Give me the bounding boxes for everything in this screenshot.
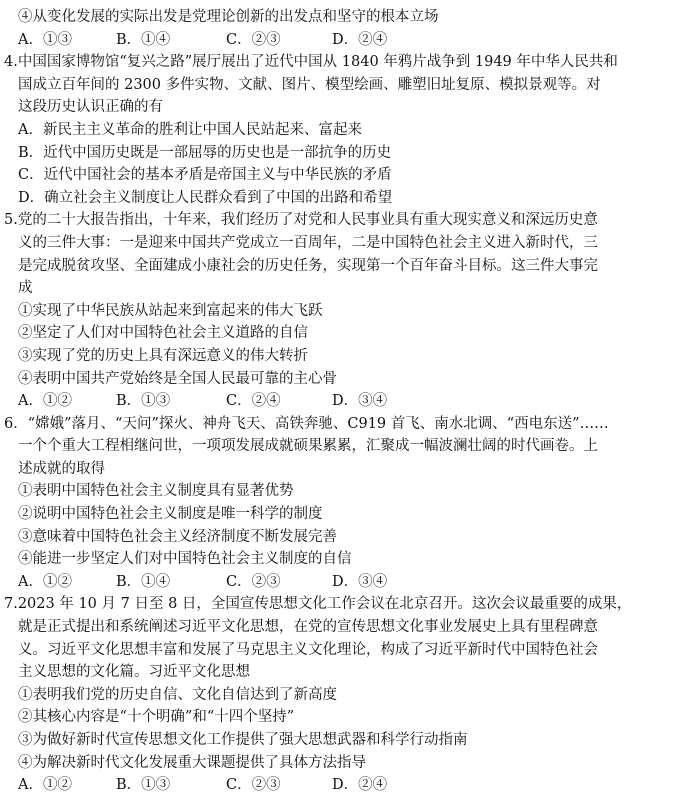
- statement: ③实现了党的历史上具有深远意义的伟大转折: [18, 347, 308, 364]
- question-stem: 主义思想的文化篇。习近平文化思想: [18, 664, 250, 681]
- option-b: B．近代中国历史既是一部屈辱的历史也是一部抗争的历史: [18, 144, 392, 161]
- choice-d: D．③④: [332, 573, 388, 590]
- choice-d: D．③④: [332, 393, 388, 410]
- question-stem: 就是正式提出和系统阐述习近平文化思想，在党的宣传思想文化事业发展史上具有里程碑意: [18, 619, 598, 636]
- question-5: [4, 209, 668, 412]
- question-stem: 国成立百年间的 2300 多件实物、文献、图片、模型绘画、雕塑旧址复原、模拟景观等。对: [18, 76, 601, 93]
- statement: ②说明中国特色社会主义制度是唯一科学的制度: [18, 506, 323, 523]
- choice-d: D．②④: [332, 777, 388, 794]
- question-stem: 一个个重大工程相继问世，一项项发展成就硕果累累，汇聚成一幅波澜壮阔的时代画卷。上: [18, 438, 598, 455]
- question-stem: 4.中国国家博物馆“复兴之路”展厅展出了近代中国从 1840 年鸦片战争到 1949 年中华人民共和: [4, 54, 618, 71]
- question-stem: 义的三件大事：一是迎来中国共产党成立一百周年，二是中国特色社会主义进入新时代，三: [18, 234, 598, 251]
- answer-choices: [4, 29, 668, 52]
- question-4: [4, 51, 668, 209]
- question-6: [4, 413, 668, 594]
- question-stem: 成: [18, 280, 33, 297]
- answer-choices: [4, 571, 668, 594]
- option-a: A．新民主主义革命的胜利让中国人民站起来、富起来: [18, 121, 362, 138]
- question-stem: 6．“嫦娥”落月、“天问”探火、神舟飞天、高铁奔驰、C919 首飞、南水北调、“西电东送”……: [4, 415, 609, 432]
- question-7: [4, 593, 668, 796]
- question-stem: 5.党的二十大报告指出，十年来，我们经历了对党和人民事业具有重大现实意义和深远历史意: [4, 212, 598, 229]
- choice-c: C．②③: [226, 31, 281, 48]
- option-d: D．确立社会主义制度让人民群众看到了中国的出路和希望: [18, 189, 393, 206]
- question-stem: 这段历史认识正确的有: [18, 99, 163, 116]
- answer-choices: [4, 390, 668, 413]
- question-3-tail: [4, 6, 668, 51]
- statement: ④表明中国共产党始终是全国人民最可靠的主心骨: [18, 370, 337, 387]
- choice-a: A．①③: [18, 31, 72, 48]
- choice-b: B．①④: [116, 573, 171, 590]
- choice-a: A．①②: [18, 777, 72, 794]
- statement: ④能进一步坚定人们对中国特色社会主义制度的自信: [18, 551, 352, 568]
- choice-a: A．①②: [18, 573, 72, 590]
- question-stem: 述成就的取得: [18, 460, 105, 477]
- choice-b: B．①③: [116, 777, 171, 794]
- statement: ②其核心内容是“十个明确”和“十四个坚持”: [18, 709, 295, 726]
- statement: ④从变化发展的实际出发是党理论创新的出发点和坚守的根本立场: [18, 9, 439, 25]
- choice-a: A．①②: [18, 393, 72, 410]
- choice-c: C．②④: [226, 393, 281, 410]
- choice-d: D．②④: [332, 31, 388, 48]
- statement: ④为解决新时代文化发展重大课题提供了具体方法指导: [18, 754, 366, 771]
- question-stem: 7.2023 年 10 月 7 日至 8 日，全国宣传思想文化工作会议在北京召开。这次会议最重要的成果，: [4, 596, 632, 613]
- statement: ①表明中国特色社会主义制度具有显著优势: [18, 483, 294, 500]
- statement: ③意味着中国特色社会主义经济制度不断发展完善: [18, 528, 337, 545]
- statement: ③为做好新时代宣传思想文化工作提供了强大思想武器和科学行动指南: [18, 732, 468, 748]
- statement: ①表明我们党的历史自信、文化自信达到了新高度: [18, 686, 337, 703]
- choice-b: B．①④: [116, 31, 171, 48]
- answer-choices: [4, 774, 668, 797]
- option-c: C．近代中国社会的基本矛盾是帝国主义与中华民族的矛盾: [18, 167, 392, 184]
- choice-b: B．①③: [116, 393, 171, 410]
- choice-c: C．②③: [226, 777, 281, 794]
- statement: ②坚定了人们对中国特色社会主义道路的自信: [18, 325, 308, 342]
- question-stem: 是完成脱贫攻坚、全面建成小康社会的历史任务，实现第一个百年奋斗目标。这三件大事完: [18, 257, 598, 274]
- statement: ①实现了中华民族从站起来到富起来的伟大飞跃: [18, 302, 323, 319]
- question-stem: 义。习近平文化思想丰富和发展了马克思主义文化理论，构成了习近平新时代中国特色社会: [18, 641, 598, 658]
- choice-c: C．②③: [226, 573, 281, 590]
